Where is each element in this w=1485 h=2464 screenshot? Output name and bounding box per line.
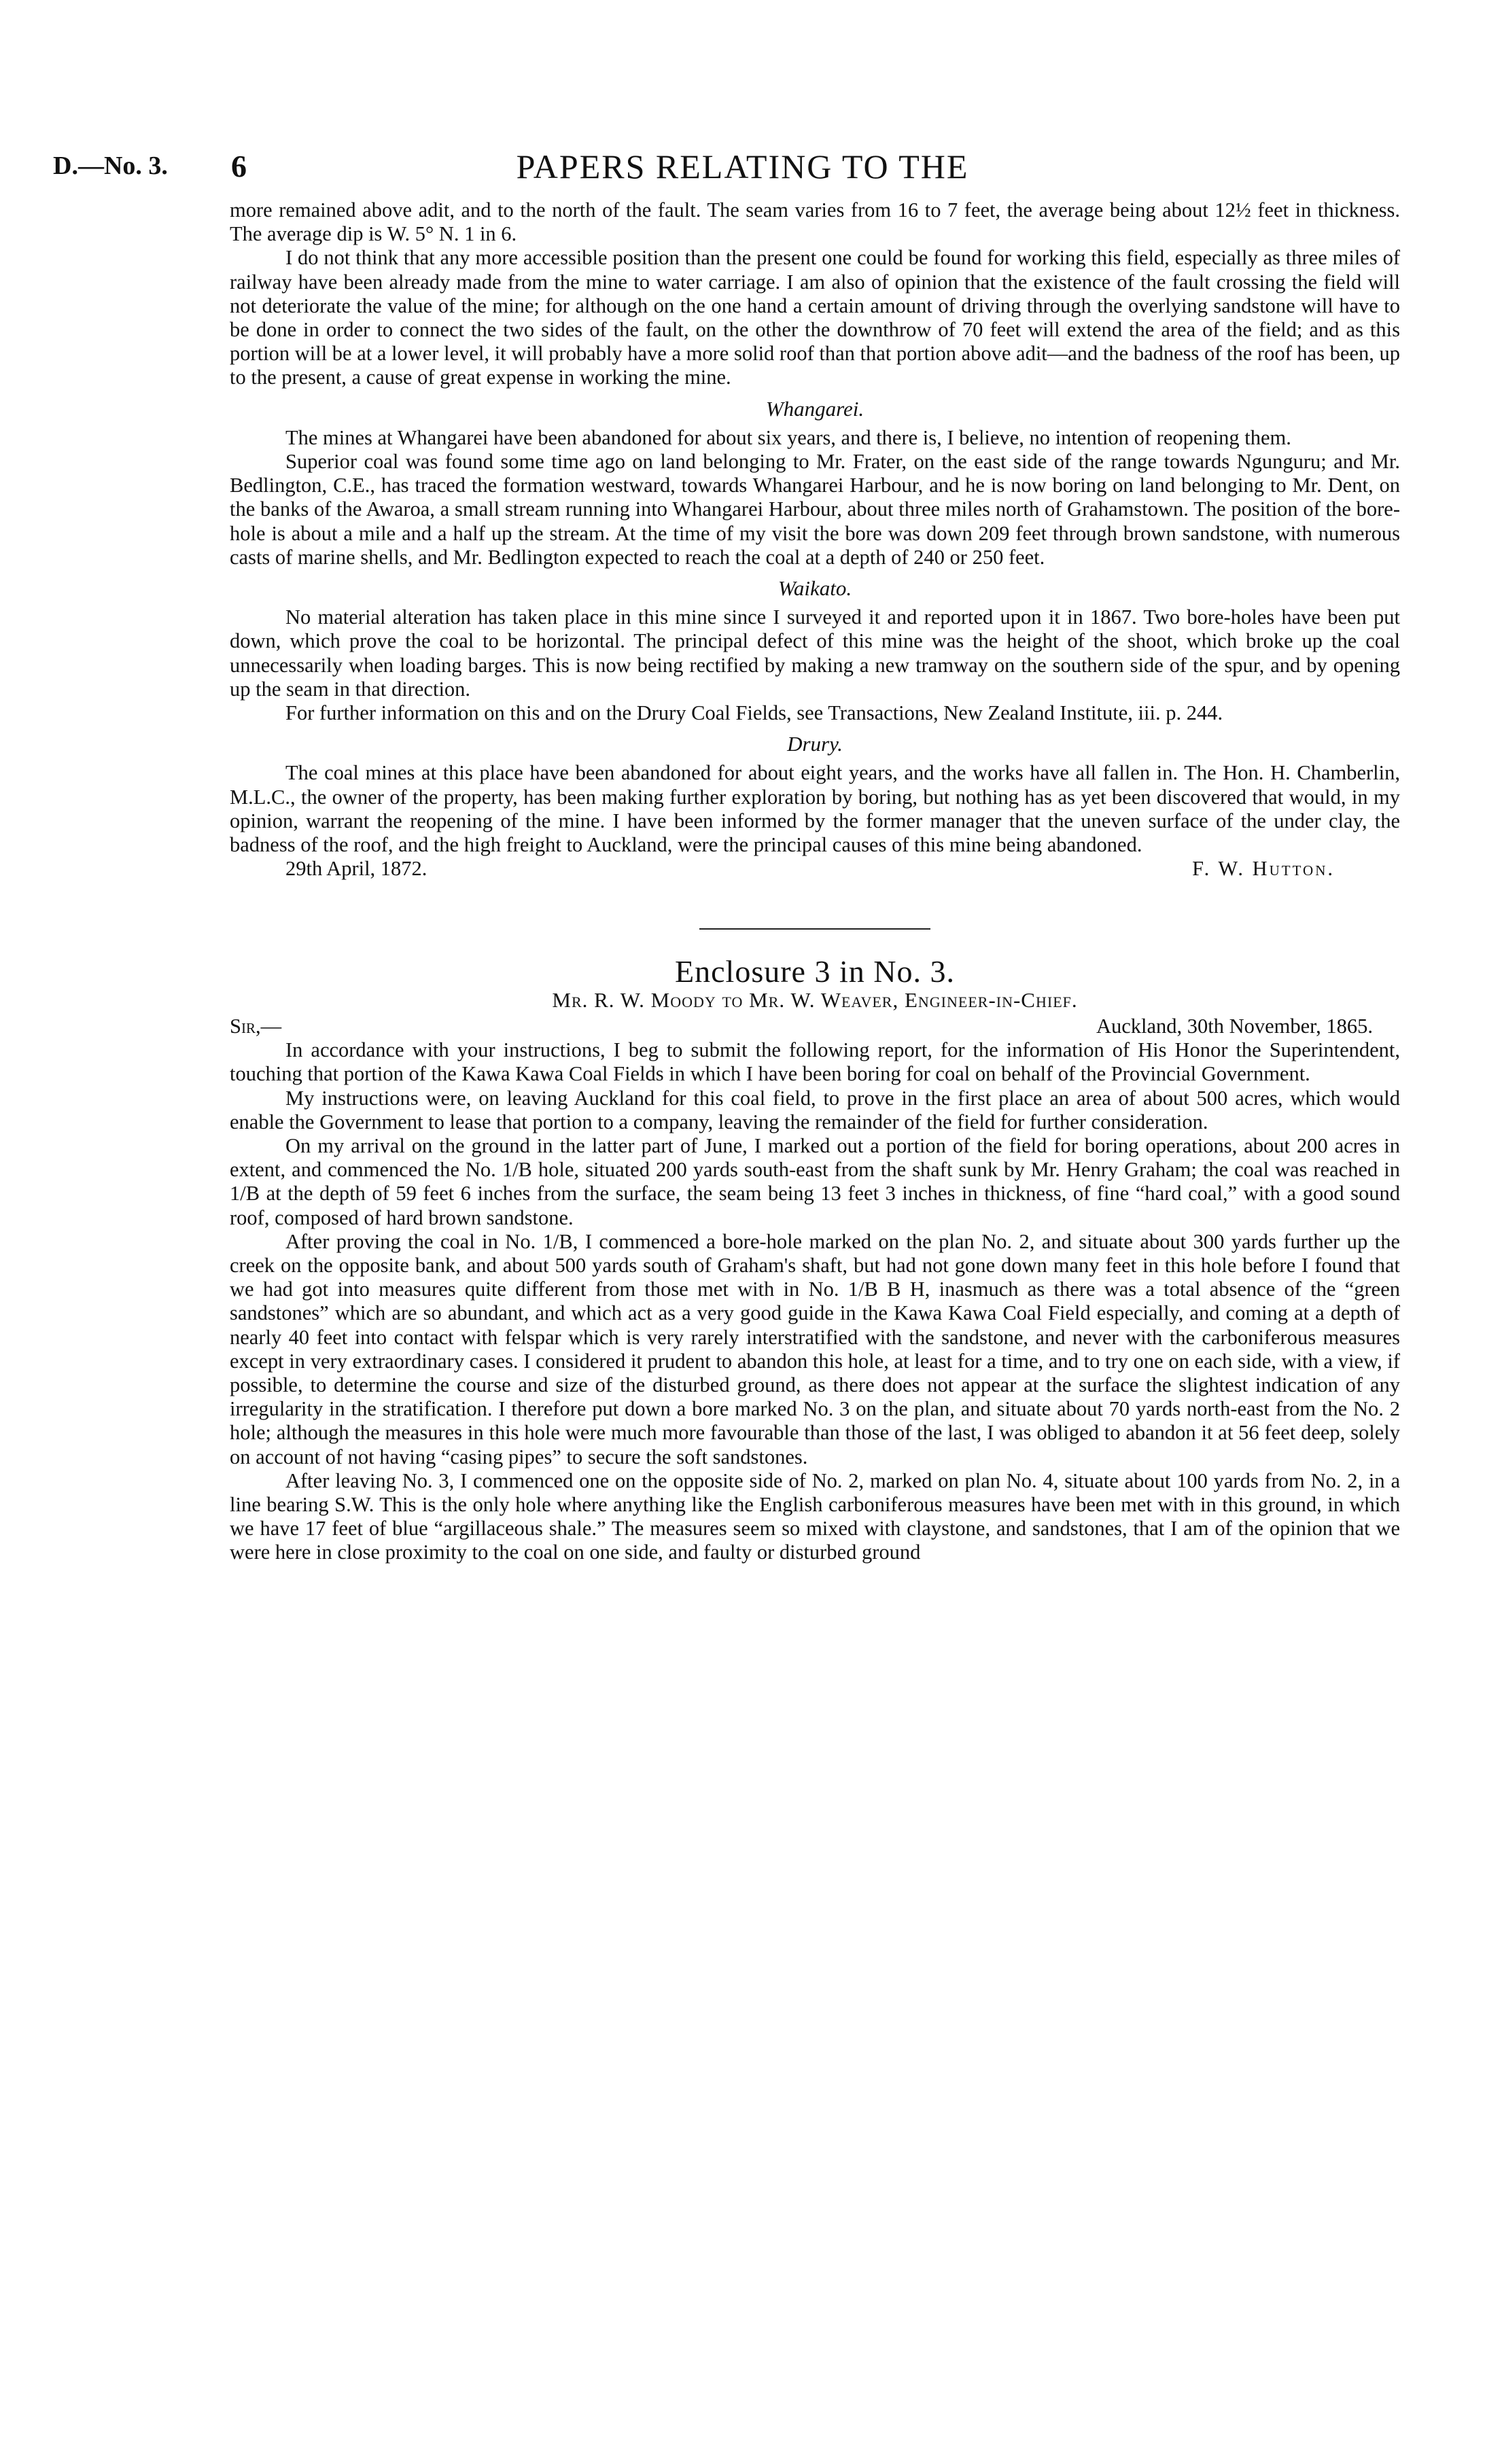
page-number: 6 [231,149,247,183]
section-heading-drury: Drury. [787,732,843,756]
paragraph: The mines at Whangarei have been abandoned for about six years, and there is, I believe, no intention of reopening them. [285,425,1291,449]
paragraph: In accordance with your instructions, I beg to submit the following report, for the information of His Honor the Superintendent, touching that portion of the Kawa Kawa Coal Fields in which I have been boring for coal on behalf of the Provincial Government. [230,1038,1400,1086]
paragraph: No material alteration has taken place in this mine since I surveyed it and reported upon it in 1867. Two bore-holes have been put down, which prove the coal to be horizontal. The principal defect of this mine was the height of the shoot, which broke up the coal unnecessarily when loading barges. This is now being rectified by making a new tramway on the southern side of the spur, and by opening up the seam in that direction. [230,605,1400,701]
paragraph: After leaving No. 3, I commenced one on the opposite side of No. 2, marked on plan No. 4, situate about 100 yards from No. 2, in a line bearing S.W. This is the only hole where anything like the English carboniferous measures have been met with in this ground, in which we have 17 feet of blue “argillaceous shale.” The measures seem so mixed with claystone, and sandstones, that I am of the opinion that we were here in close proximity to the coal on one side, and faulty or disturbed ground [230,1468,1400,1564]
section-heading-waikato: Waikato. [778,576,852,601]
running-title: PAPERS RELATING TO THE [516,147,969,186]
paragraph: After proving the coal in No. 1/B, I commenced a bore-hole marked on the plan No. 2, and situate about 300 yards further up the creek on the opposite bank, and about 500 yards south of Graham's shaft, but had not gone down many feet in this hole before I found that we had got into measures quite different from those met with in No. 1/B B H, inasmuch as there was a total absence of the “green sandstones” which are so abundant, and which act as a very good guide in the Kawa Kawa Coal Field especially, and coming at a depth of nearly 40 feet into contact with felspar which is very rarely interstratified with the sandstone, and never with the carboniferous measures except in very extraordinary cases. I considered it prudent to abandon this hole, at least for a time, and to try one on each side, with a view, if possible, to determine the course and size of the disturbed ground, as there does not appear at the surface the slightest indication of any irregularity in the stratification. I therefore put down a bore marked No. 3 on the plan, and situate about 70 yards north-east from the No. 2 hole; although the measures in this hole were much more favourable than those of the last, I was obliged to abandon it at 56 feet deep, solely on account of not having “casing pipes” to secure the soft sandstones. [230,1229,1400,1468]
page-header [53,147,1432,192]
salutation-row [230,1015,1400,1038]
page-body [230,198,1400,1565]
signature: F. W. Hutton. [1192,857,1335,881]
signature-row [230,857,1400,881]
paragraph: My instructions were, on leaving Auckland for this coal field, to prove in the first place an area of about 500 acres, which would enable the Government to lease that portion to a company, leaving the remainder of the field for further consideration. [230,1086,1400,1133]
section-heading-whangarei: Whangarei. [765,396,864,421]
paragraph: For further information on this and on the Drury Coal Fields, see Transactions, New Zealand Institute, iii. p. 244. [285,701,1223,725]
enclosure-title: Enclosure 3 in No. 3. [675,954,955,989]
correspondence-line: Mr. R. W. Moody to Mr. W. Weaver, Engineer-in-Chief. [552,987,1078,1012]
place-date: Auckland, 30th November, 1865. [1096,1014,1373,1038]
paragraph: I do not think that any more accessible position than the present one could be found for working this field, especially as three miles of railway have been already made from the mine to water carriage. I am also of opinion that the existence of the fault crossing the field will not deteriorate the value of the mine; for although on the one hand a certain amount of driving through the overlying sandstone will have to be done in order to connect the two sides of the fault, on the other the downthrow of 70 feet will extend the area of the field; and as this portion will be at a lower level, it will probably have a more solid roof than that portion above adit—and the badness of the roof has been, up to the present, a cause of great expense in working the mine. [230,246,1400,389]
paragraph: On my arrival on the ground in the latter part of June, I marked out a portion of the field for boring operations, about 200 acres in extent, and commenced the No. 1/B hole, situated 200 yards south-east from the shaft sunk by Mr. Henry Graham; the coal was reached in 1/B at the depth of 59 feet 6 inches from the surface, the seam being 13 feet 3 inches in thickness, of fine “hard coal,” with a good sound roof, composed of hard brown sandstone. [230,1133,1400,1229]
paragraph: more remained above adit, and to the north of the fault. The seam varies from 16 to 7 feet, the average being about 12½ feet in thickness. The average dip is W. 5° N. 1 in 6. [230,198,1400,246]
document-reference: D.—No. 3. [53,152,168,180]
paragraph: The coal mines at this place have been abandoned for about eight years, and the works have all fallen in. The Hon. H. Chamberlin, M.L.C., the owner of the property, has been making further exploration by boring, but nothing has as yet been discovered that would, in my opinion, warrant the reopening of the mine. I have been informed by the former manager that the uneven surface of the under clay, the badness of the roof, and the high freight to Auckland, were the principal causes of this mine being abandoned. [230,761,1400,857]
salutation: Sir,— [230,1014,282,1038]
paragraph: Superior coal was found some time ago on land belonging to Mr. Frater, on the east side of the range towards Ngunguru; and Mr. Bedlington, C.E., has traced the formation westward, towards Whangarei Harbour, and he is now boring on land belonging to Mr. Dent, on the banks of the Awaroa, a small stream running into Whangarei Harbour, about three miles north of Grahamstown. The position of the bore-hole is about a mile and a half up the stream. At the time of my visit the bore was down 209 feet through brown sandstone, with numerous casts of marine shells, and Mr. Bedlington expected to reach the coal at a depth of 240 or 250 feet. [230,450,1400,569]
letter-date: 29th April, 1872. [285,857,427,881]
section-divider [699,928,930,930]
